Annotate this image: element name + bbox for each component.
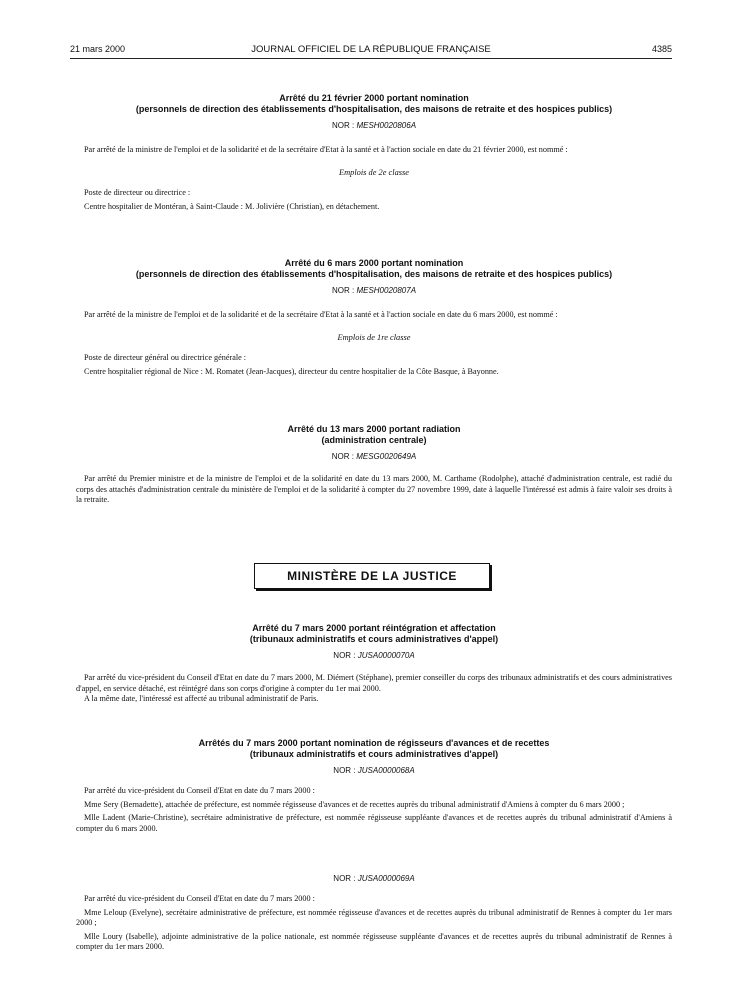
paragraph: Mme Sery (Bernadette), attachée de préfecture, est nommée régisseuse d'avances et de recettes auprès du tribunal administratif d'Amiens à compter du 6 mars 2000 ; <box>84 799 625 809</box>
decree-section-6 <box>76 874 672 953</box>
decree-section-1 <box>76 93 672 213</box>
decree-title: Arrêté du 21 février 2000 portant nomination <box>279 93 469 103</box>
emploi-heading: Emplois de 2e classe <box>338 167 409 177</box>
decree-subtitle: (tribunaux administratifs et cours administratives d'appel) <box>249 749 499 759</box>
decree-title: Arrêté du 6 mars 2000 portant nomination <box>284 258 464 268</box>
emploi-heading: Emplois de 1re classe <box>337 332 411 342</box>
paragraph: Par arrêté du vice-président du Conseil d'Etat en date du 7 mars 2000 : <box>84 786 315 795</box>
decree-subtitle: (personnels de direction des établissements d'hospitalisation, des maisons de retraite et des hospices publics) <box>135 269 613 279</box>
nor-reference: NOR : MESH0020806A <box>331 121 417 130</box>
decree-section-5 <box>76 738 672 834</box>
nor-reference: NOR : MESH0020807A <box>331 286 417 295</box>
nor-reference: NOR : JUSA0000069A <box>333 874 415 883</box>
paragraph: Par arrêté du Premier ministre et de la ministre de l'emploi et de la solidarité en date du 13 mars 2000, M. Carthame (Rodolphe), attaché d'administration centrale, est radié du corps des attachés d'administration centrale du ministère de l'emploi et de la solidarité à compter du 27 novembre 1999, date à laquelle l'intéressé est admis à faire valoir ses droits à la retraite. <box>76 474 672 504</box>
header-rule <box>70 58 672 59</box>
page-header <box>70 44 672 58</box>
paragraph: Par arrêté de la ministre de l'emploi et de la solidarité et de la secrétaire d'Etat à la santé et à l'action sociale en date du 21 février 2000, est nommé : <box>84 145 568 154</box>
decree-section-4 <box>76 623 672 705</box>
nor-reference: NOR : JUSA0000070A <box>333 651 415 660</box>
paragraph: Mlle Loury (Isabelle), adjointe administrative de la police nationale, est nommée régisseuse suppléante d'avances et de recettes auprès du tribunal administratif de Rennes à compter du 1er mars 2000. <box>76 931 672 951</box>
page-number: 4385 <box>651 44 672 54</box>
paragraph: Centre hospitalier régional de Nice : M. Romatet (Jean-Jacques), directeur du centre hospitalier de la Côte Basque, à Bayonne. <box>84 367 499 376</box>
decree-section-3 <box>76 424 672 506</box>
ministry-heading: MINISTÈRE DE LA JUSTICE <box>254 563 490 589</box>
paragraph: Poste de directeur général ou directrice générale : <box>84 352 247 362</box>
paragraph: Mme Leloup (Evelyne), secrétaire administrative de préfecture, est nommée régisseuse d'avances et de recettes auprès du tribunal administratif de Rennes à compter du 1er mars 2000 ; <box>76 907 672 927</box>
decree-subtitle: (administration centrale) <box>321 435 427 445</box>
journal-title: JOURNAL OFFICIEL DE LA RÉPUBLIQUE FRANÇAISE <box>251 44 491 55</box>
nor-reference: NOR : JUSA0000068A <box>333 766 415 775</box>
paragraph: Par arrêté de la ministre de l'emploi et de la solidarité et de la secrétaire d'Etat à la santé et à l'action sociale en date du 6 mars 2000, est nommé : <box>84 310 558 319</box>
decree-title: Arrêtés du 7 mars 2000 portant nomination de régisseurs d'avances et de recettes <box>198 738 550 748</box>
paragraph: Par arrêté du vice-président du Conseil d'Etat en date du 7 mars 2000, M. Diémert (Stéphane), premier conseiller du corps des tribunaux administratifs et des cours administratives d'appel, en service détaché, est réintégré dans son corps d'origine à compter du 1er mai 2000. <box>76 673 672 693</box>
paragraph: Centre hospitalier de Montéran, à Saint-Claude : M. Jolivière (Christian), en détachement. <box>84 202 380 211</box>
paragraph: Mlle Ladent (Marie-Christine), secrétaire administrative de préfecture, est nommée régisseuse suppléante d'avances et de recettes auprès du tribunal administratif d'Amiens à compter du 6 mars 2000. <box>76 813 672 833</box>
paragraph: Par arrêté du vice-président du Conseil d'Etat en date du 7 mars 2000 : <box>84 894 315 903</box>
decree-section-2 <box>76 258 672 378</box>
nor-reference: NOR : MESG0020649A <box>331 452 417 461</box>
decree-subtitle: (tribunaux administratifs et cours administratives d'appel) <box>249 634 499 644</box>
paragraph: A la même date, l'intéressé est affecté au tribunal administratif de Paris. <box>84 694 319 703</box>
paragraph: Poste de directeur ou directrice : <box>84 187 191 197</box>
decree-subtitle: (personnels de direction des établissements d'hospitalisation, des maisons de retraite et des hospices publics) <box>135 104 613 114</box>
header-date: 21 mars 2000 <box>70 44 126 54</box>
decree-title: Arrêté du 7 mars 2000 portant réintégration et affectation <box>252 623 496 633</box>
decree-title: Arrêté du 13 mars 2000 portant radiation <box>287 424 461 434</box>
